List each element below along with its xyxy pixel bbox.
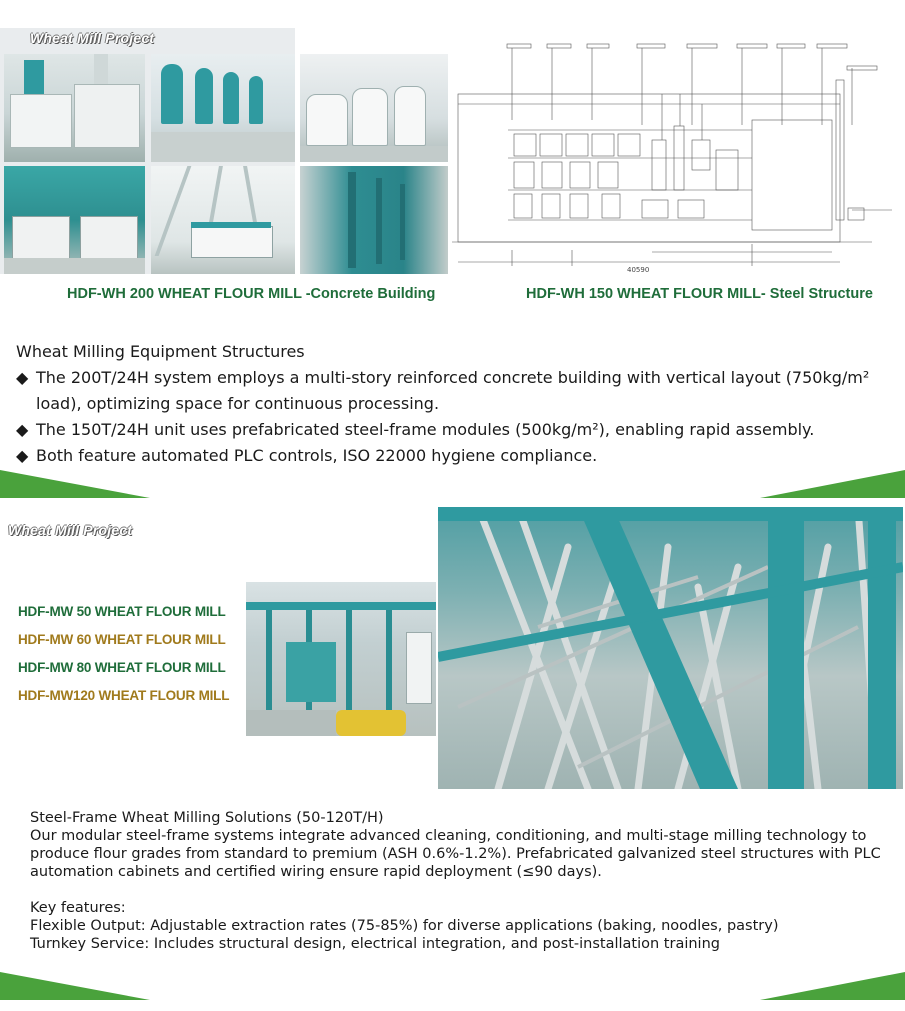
- model-label-80: HDF-MW 80 WHEAT FLOUR MILL: [18, 660, 226, 675]
- mill-photo-1: [4, 54, 145, 162]
- mill-photo-2: [151, 54, 295, 162]
- feature-flexible-output: Flexible Output: Adjustable extraction rates (75-85%) for diverse applications (baking, noodles, pastry): [30, 918, 779, 934]
- mill-photo-3: [300, 54, 448, 162]
- key-features-heading: Key features:: [30, 900, 126, 916]
- steel-title: Steel-Frame Wheat Milling Solutions (50-120T/H): [30, 810, 384, 826]
- steel-structure-drawing: [452, 30, 902, 274]
- pipe-structure-svg: [438, 507, 903, 789]
- section1-banner: Wheat Mill Project: [30, 30, 155, 46]
- caption-concrete-building: HDF-WH 200 WHEAT FLOUR MILL -Concrete Building: [67, 286, 436, 302]
- bullet-text: The 150T/24H unit uses prefabricated steel-frame modules (500kg/m²), enabling rapid assembly.: [36, 420, 815, 439]
- caption-steel-structure: HDF-WH 150 WHEAT FLOUR MILL- Steel Structure: [526, 286, 873, 302]
- model-label-120: HDF-MW120 WHEAT FLOUR MILL: [18, 688, 230, 703]
- divider-accent-2: [0, 972, 905, 1011]
- photo-grid-left: [0, 28, 295, 274]
- structures-heading: Wheat Milling Equipment Structures: [16, 342, 305, 361]
- mill-photo-5: [151, 166, 295, 274]
- mill-photo-4: [4, 166, 145, 274]
- drawing-svg: [452, 30, 902, 274]
- structures-bullet-1-cont: load), optimizing space for continuous processing.: [36, 394, 440, 413]
- feature-turnkey-service: Turnkey Service: Includes structural design, electrical integration, and post-installation training: [30, 936, 720, 952]
- model-label-60: HDF-MW 60 WHEAT FLOUR MILL: [18, 632, 226, 647]
- section2-banner: Wheat Mill Project: [8, 522, 133, 538]
- mill-photo-6: [300, 166, 448, 274]
- structures-bullet-3: [16, 443, 896, 469]
- bullet-text: Both feature automated PLC controls, ISO 22000 hygiene compliance.: [36, 446, 598, 465]
- bullet-text: The 200T/24H system employs a multi-story reinforced concrete building with vertical layout (750kg/m²: [36, 368, 870, 387]
- steel-line-3: automation cabinets and certified wiring ensure rapid deployment (≤90 days).: [30, 864, 602, 880]
- steel-line-2: produce flour grades from standard to premium (ASH 0.6%-1.2%). Prefabricated galvanized steel structures with PLC: [30, 846, 881, 862]
- diamond-bullet-icon: ◆: [16, 368, 29, 387]
- structures-bullet-2: [16, 417, 896, 443]
- model-label-50: HDF-MW 50 WHEAT FLOUR MILL: [18, 604, 226, 619]
- steel-line-1: Our modular steel-frame systems integrate advanced cleaning, conditioning, and multi-stage milling technology to: [30, 828, 867, 844]
- diamond-bullet-icon: ◆: [16, 446, 29, 465]
- diamond-bullet-icon: ◆: [16, 420, 29, 439]
- mill-photo-small: [246, 582, 436, 736]
- structures-bullet-1: [16, 365, 896, 391]
- divider-accent-1: [0, 470, 905, 506]
- drawing-dimension-label: 40590: [627, 266, 650, 274]
- mill-photo-large: [438, 507, 903, 789]
- watermark-mark: [387, 7, 454, 55]
